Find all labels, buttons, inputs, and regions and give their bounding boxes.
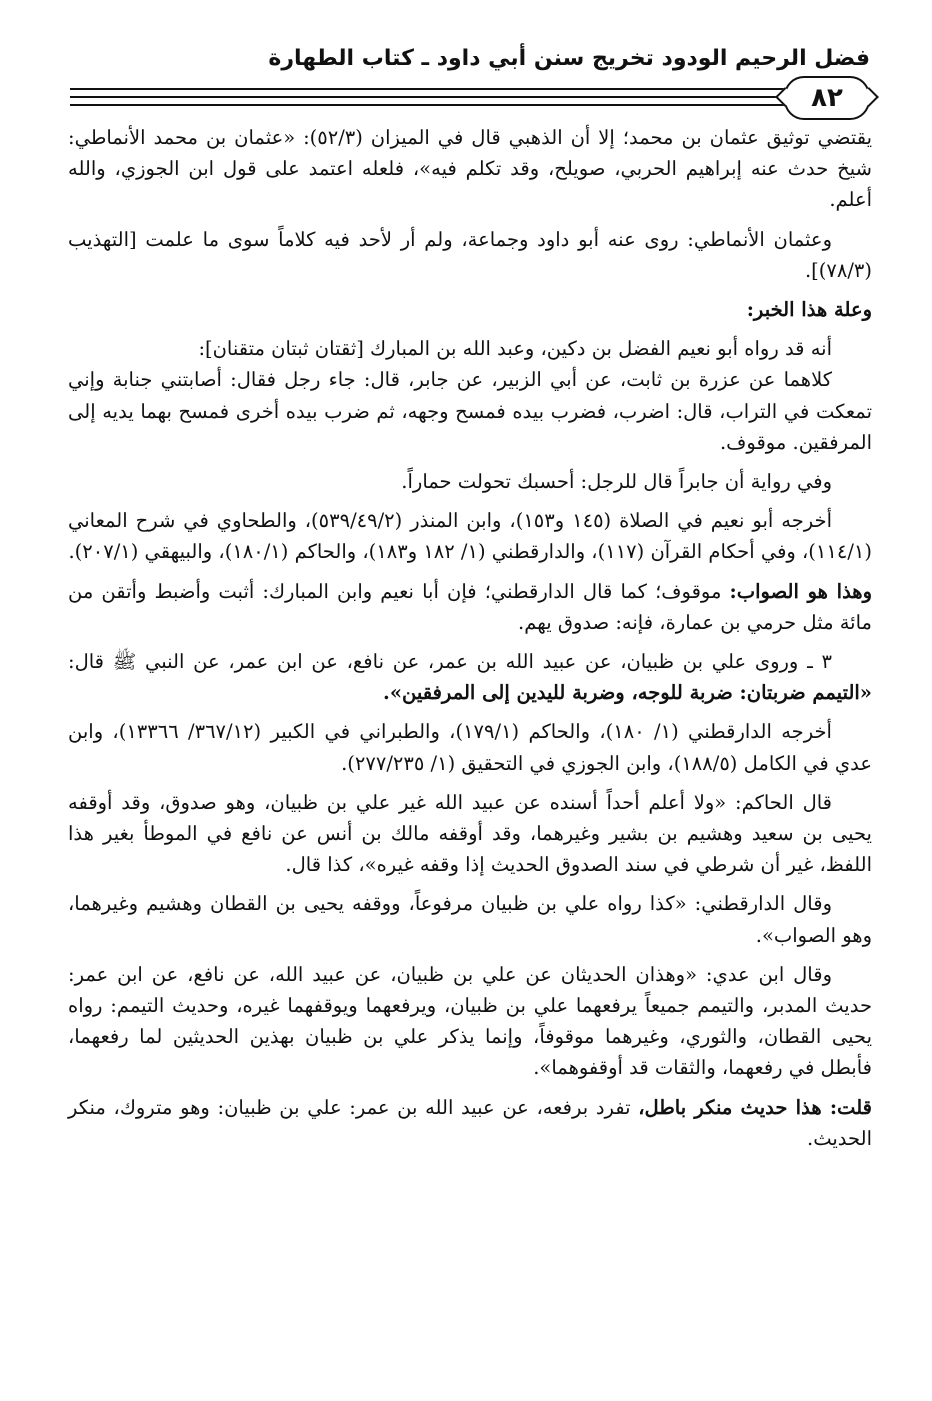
- section-heading-text: وعلة هذا الخبر:: [746, 298, 872, 322]
- paragraph: [68, 576, 872, 638]
- paragraph: وفي رواية أن جابراً قال للرجل: أحسبك تحولت حماراً.: [401, 470, 832, 494]
- paragraph: أخرجه الدارقطني (١/ ١٨٠)، والحاكم (١٧٩/١)، والطبراني في الكبير (٣٦٧/١٢/ ١٣٣٦٦)، وابن عدي في الكامل (١٨٨/٥)، وابن الجوزي في التحقيق (١/ ٢٧٧/٢٣٥).: [68, 720, 872, 775]
- header-rule: [70, 104, 870, 106]
- paragraph: وقال ابن عدي: «وهذان الحديثان عن علي بن ظبيان، عن عبيد الله، عن نافع، عن ابن عمر: حديث المدبر، والتيمم جميعاً يرفعهما علي بن ظبيان، ويرفعهما ويوقفهما غيره، وحديث التيمم: رواه يحيى القطان، والثوري، وغيرهما موقوفاً، وإنما يذكر علي بن ظبيان بهذين الحديثين لما رفعهما، فأبطل في رفعهما، والثقات قد أوقفوهما».: [68, 962, 872, 1080]
- page-body: [68, 122, 872, 1154]
- paragraph: وقال الدارقطني: «كذا رواه علي بن ظبيان مرفوعاً، ووقفه يحيى بن القطان وهشيم وغيرهما، وهو الصواب».: [68, 892, 872, 947]
- paragraph: يقتضي توثيق عثمان بن محمد؛ إلا أن الذهبي قال في الميزان (٥٢/٣): «عثمان بن محمد الأنماطي: شيخ حدث عنه إبراهيم الحربي، صويلح، وقد تكلم فيه»، فلعله اعتمد على قول ابن الجوزي، والله أعلم.: [68, 126, 872, 212]
- page-header: [70, 40, 870, 120]
- bold-phrase: وهذا هو الصواب:: [729, 579, 872, 603]
- paragraph: كلاهما عن عزرة بن ثابت، عن أبي الزبير، عن جابر، قال: جاء رجل فقال: أصابتني جنابة وإني تمعكت في التراب، قال: اضرب، فضرب بيده فمسح وجهه، ثم ضرب بيده أخرى فمسح بهما يديه إلى المرفقين. موقوف.: [68, 368, 872, 454]
- paragraph: [68, 646, 872, 708]
- paragraph-text: تفرد برفعه، عن عبيد الله بن عمر: علي بن ظبيان: وهو متروك، منكر الحديث.: [68, 1095, 872, 1150]
- section-heading: [68, 294, 872, 325]
- paragraph: أخرجه أبو نعيم في الصلاة (١٤٥ و١٥٣)، وابن المنذر (٥٣٩/٤٩/٢)، والطحاوي في شرح المعاني (١١٤/١)، وفي أحكام القرآن (١١٧)، والدارقطني (١/ ١٨٢ و١٨٣)، والحاكم (١٨٠/١)، والبيهقي (٢٠٧/١).: [68, 509, 872, 564]
- paragraph: وعثمان الأنماطي: روى عنه أبو داود وجماعة، ولم أر لأحد فيه كلاماً سوى ما علمت [التهذيب (٧٨/٣)].: [68, 227, 872, 282]
- paragraph-text: ٣ ـ وروى علي بن ظبيان، عن عبيد الله بن عمر، عن نافع، عن ابن عمر، عن النبي ﷺ قال:: [68, 650, 832, 674]
- header-rule: [70, 96, 870, 98]
- page-number: ٨٢: [811, 83, 843, 113]
- book-title: فضل الرحيم الودود تخريج سنن أبي داود ـ كتاب الطهارة: [268, 46, 870, 71]
- paragraph: قال الحاكم: «ولا أعلم أحداً أسنده عن عبيد الله غير علي بن ظبيان، وهو صدوق، وقد أوقفه يحيى بن سعيد وهشيم بن بشير وغيرهما، وقد أوقفه مالك بن أنس عن نافع في الموطأ بغير هذا اللفظ، غير أن شرطي في سند الصدوق الحديث إذا وقفه غيره»، كذا قال.: [68, 790, 872, 877]
- page-number-badge: [784, 76, 870, 120]
- header-rule: [70, 88, 870, 90]
- paragraph: أنه قد رواه أبو نعيم الفضل بن دكين، وعبد الله بن المبارك [ثقتان ثبتان متقنان]:: [198, 337, 832, 361]
- paragraph-text: موقوف؛ كما قال الدارقطني؛ فإن أبا نعيم وابن المبارك: أثبت وأضبط وأتقن من مائة مثل حرمي بن عمارة، فإنه: صدوق يهم.: [68, 579, 872, 634]
- hadith-text: «التيمم ضربتان: ضربة للوجه، وضربة لليدين إلى المرفقين».: [383, 681, 872, 705]
- bold-phrase: قلت: هذا حديث منكر باطل،: [638, 1095, 872, 1119]
- paragraph: [68, 1092, 872, 1154]
